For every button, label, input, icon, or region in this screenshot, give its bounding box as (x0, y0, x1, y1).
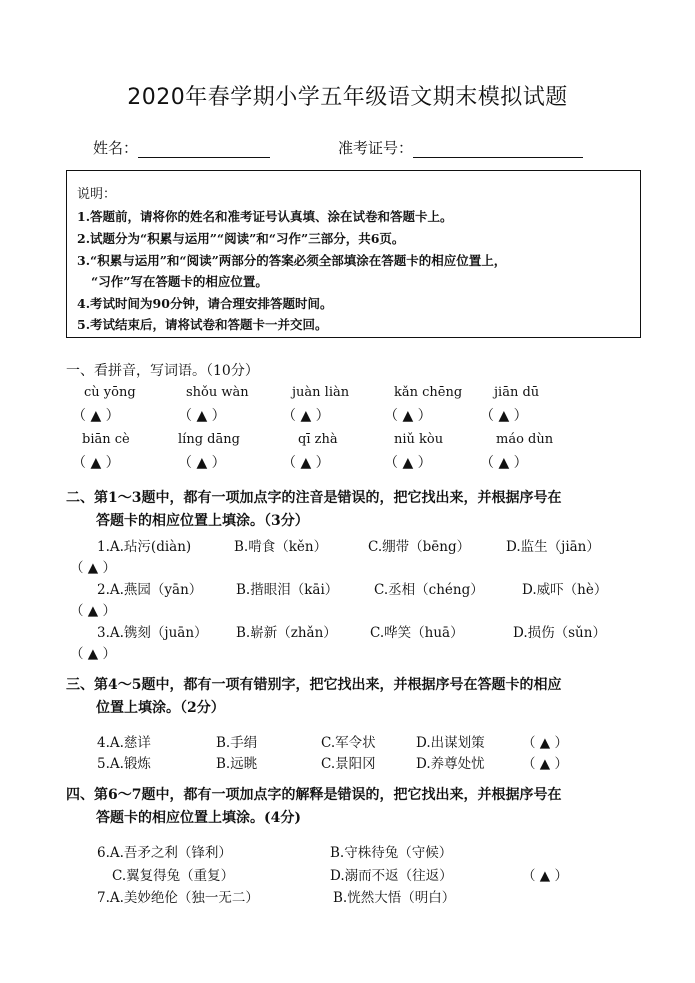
question-3 (97, 621, 208, 641)
answer-blank: （ ▲ ） (282, 408, 330, 424)
instructions-heading: 说明： (77, 187, 117, 202)
question-7-b: B.恍然大悟（明白） (333, 890, 456, 906)
instruction-line: 1.答题前，请将你的姓名和准考证号认真填、涂在试卷和答题卡上。 (77, 209, 453, 224)
option-a: A.燕园（yān） (109, 582, 203, 598)
instruction-line: 3.“积累与运用”和“阅读”两部分的答案必须全部填涂在答题卡的相应位置上， (77, 253, 507, 268)
instructions-box (66, 170, 641, 338)
option-b: B.崭新（zhǎn） (236, 625, 337, 641)
name-label: 姓名： (93, 139, 139, 157)
option-d: D.监生（jiān） (506, 539, 600, 555)
answer-blank: （ ▲ ） (522, 756, 568, 772)
question-5-c: C.景阳冈 (321, 756, 376, 772)
answer-blank: （ ▲ ） (522, 868, 568, 884)
question-1 (97, 535, 191, 555)
answer-blank: （ ▲ ） (70, 603, 116, 619)
section3-heading-cont: 位置上填涂。（2分） (96, 700, 225, 716)
answer-blank: （ ▲ ） (384, 408, 432, 424)
pinyin-prompt: jiān dū (494, 385, 540, 400)
question-6-b: B.守株待兔（守候） (330, 845, 453, 861)
option-c: C.绷带（bēng） (368, 539, 471, 555)
answer-blank: （ ▲ ） (282, 455, 330, 471)
exam-number-field (338, 137, 583, 158)
answer-blank: （ ▲ ） (178, 408, 226, 424)
question-5-a: 5.A.锻炼 (97, 756, 151, 772)
question-number: 1. (97, 539, 110, 555)
section4-heading-cont: 答题卡的相应位置上填涂。(4分) (96, 810, 301, 826)
question-6-c: C.翼复得兔（重复） (112, 868, 235, 884)
question-6-d: D.溺而不返（往返） (330, 868, 453, 884)
option-a: A.镌刻（juān） (109, 625, 208, 641)
question-5-b: B.远眺 (216, 756, 258, 772)
option-c: C.丞相（chéng） (374, 582, 484, 598)
pinyin-prompt: shǒu wàn (186, 385, 249, 400)
question-4-a: 4.A.慈详 (97, 735, 151, 751)
section2-heading-cont: 答题卡的相应位置上填涂。（3分） (96, 513, 309, 529)
pinyin-prompt: cù yōng (84, 385, 136, 400)
pinyin-prompt: máo dùn (496, 432, 554, 447)
section2-heading: 二、第1～3题中，都有一项加点字的注音是错误的，把它找出来，并根据序号在 (66, 490, 562, 506)
answer-blank: （ ▲ ） (70, 560, 116, 576)
pinyin-prompt: biān cè (82, 432, 130, 447)
answer-blank: （ ▲ ） (384, 455, 432, 471)
pinyin-prompt: juàn liàn (292, 385, 350, 400)
answer-blank: （ ▲ ） (522, 735, 568, 751)
option-a: A.玷污(diàn) (109, 539, 192, 555)
instruction-line: “习作”写在答题卡的相应位置。 (91, 274, 268, 289)
answer-blank: （ ▲ ） (72, 455, 120, 471)
question-5-d: D.养尊处忧 (416, 756, 485, 772)
exam-number-underline (413, 141, 583, 158)
name-underline (138, 141, 270, 158)
section1-heading: 一、看拼音，写词语。（10分） (66, 363, 259, 379)
pinyin-prompt: líng dāng (178, 432, 240, 447)
option-b: B.啃食（kěn） (234, 539, 328, 555)
answer-blank: （ ▲ ） (72, 408, 120, 424)
question-6-a: 6.A.吾矛之利（锋利） (97, 845, 232, 861)
question-4-c: C.军令状 (321, 735, 376, 751)
instruction-line: 2.试题分为“积累与运用”“阅读”和“习作”三部分，共6页。 (77, 231, 405, 246)
question-4-b: B.手绢 (216, 735, 258, 751)
answer-blank: （ ▲ ） (480, 408, 528, 424)
name-field (93, 137, 270, 158)
pinyin-prompt: niǔ kòu (394, 432, 444, 447)
instruction-line: 5.考试结束后，请将试卷和答题卡一并交回。 (77, 317, 328, 332)
option-c: C.哗笑（huā） (370, 625, 464, 641)
question-number: 3. (97, 625, 110, 641)
question-4-d: D.出谋划策 (416, 735, 485, 751)
instruction-line: 4.考试时间为90分钟，请合理安排答题时间。 (77, 296, 333, 311)
answer-blank: （ ▲ ） (178, 455, 226, 471)
option-d: D.损伤（sǔn） (513, 625, 606, 641)
option-d: D.威吓（hè） (522, 582, 608, 598)
question-2 (97, 578, 202, 598)
question-7-a: 7.A.美妙绝伦（独一无二） (97, 890, 259, 906)
option-b: B.揩眼泪（kāi） (236, 582, 339, 598)
page-title: 2020年春学期小学五年级语文期末模拟试题 (127, 85, 568, 110)
pinyin-prompt: kǎn chēng (394, 385, 463, 400)
section3-heading: 三、第4～5题中，都有一项有错别字，把它找出来，并根据序号在答题卡的相应 (66, 677, 562, 693)
answer-blank: （ ▲ ） (480, 455, 528, 471)
section4-heading: 四、第6～7题中，都有一项加点字的解释是错误的，把它找出来，并根据序号在 (66, 787, 562, 803)
question-number: 2. (97, 582, 110, 598)
exam-number-label: 准考证号： (338, 139, 414, 157)
answer-blank: （ ▲ ） (70, 646, 116, 662)
pinyin-prompt: qī zhà (298, 432, 338, 447)
